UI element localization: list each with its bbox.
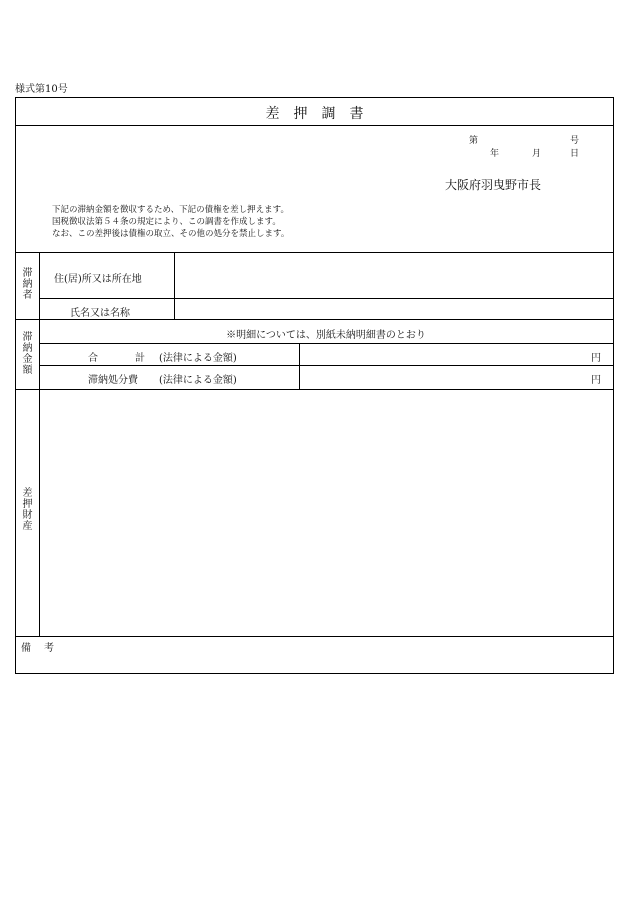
remarks-label: 備 [21, 643, 31, 654]
form-number: 様式第10号 [15, 84, 68, 95]
seizure-record-form [15, 97, 614, 674]
fee-legal-label: (法律による金額) [159, 375, 237, 386]
date-day: 日 [570, 149, 580, 159]
divider [16, 636, 613, 637]
divider [39, 298, 613, 299]
divider [174, 252, 175, 319]
notice-line: なお、この差押後は債権の取立、その他の処分を禁止します。 [52, 229, 290, 239]
document-title: 差押調書 [265, 106, 378, 122]
delinquent-section-label: 滞 納 者 [22, 268, 33, 301]
total-yen-unit: 円 [591, 353, 601, 364]
divider [16, 319, 613, 320]
total-label: 計 [135, 353, 145, 364]
divider [39, 343, 613, 344]
name-label: 氏名又は名称 [70, 308, 130, 319]
number-prefix: 第 [469, 136, 479, 146]
fee-label: 滞納処分費 [88, 375, 138, 386]
notice-line: 下記の滞納金額を徴収するため、下記の債権を差し押えます。 [52, 205, 289, 215]
amount-note: ※明細については、別紙未納明細書のとおり [226, 330, 426, 341]
notice-line: 国税徴収法第５４条の規定により、この調書を作成します。 [52, 217, 281, 227]
remarks-label: 考 [44, 643, 54, 654]
divider [16, 389, 613, 390]
date-month: 月 [532, 149, 542, 159]
total-legal-label: (法律による金額) [159, 353, 237, 364]
divider [39, 252, 40, 636]
seized-property-section-label: 差 押 財 産 [22, 488, 33, 532]
address-label: 住(居)所又は所在地 [54, 274, 142, 285]
amount-section-label: 滞 納 金 額 [22, 332, 33, 376]
title-row [16, 98, 613, 126]
divider [16, 252, 613, 253]
divider [39, 365, 613, 366]
fee-yen-unit: 円 [591, 375, 601, 386]
number-suffix: 号 [570, 136, 580, 146]
date-year: 年 [490, 149, 500, 159]
total-label: 合 [88, 353, 98, 364]
issuer-name: 大阪府羽曳野市長 [444, 178, 541, 192]
divider [299, 343, 300, 389]
